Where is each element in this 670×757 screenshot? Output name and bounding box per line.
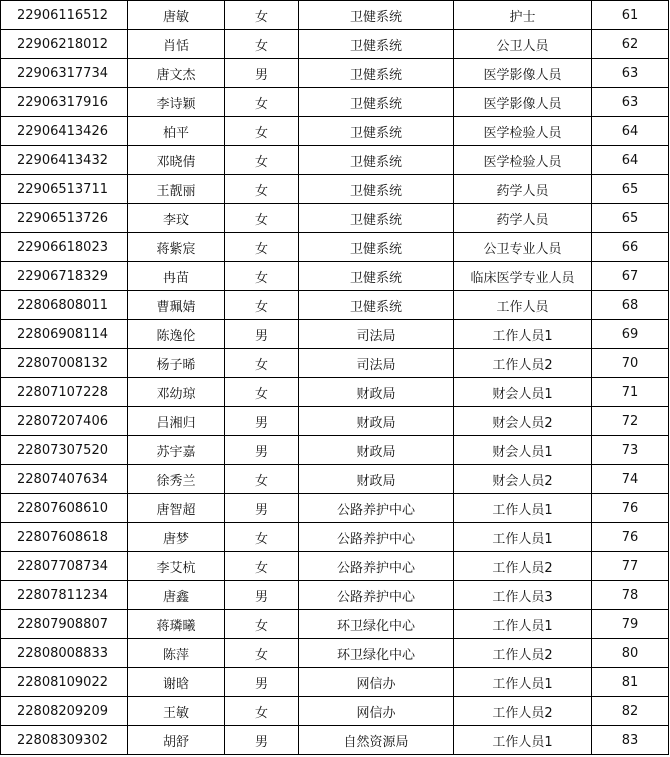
- name-cell: 邓晓倩: [128, 146, 225, 175]
- exam-number-cell: 22906513711: [1, 175, 128, 204]
- position-cell: 医学检验人员: [454, 117, 592, 146]
- table-row: [1, 30, 669, 59]
- exam-number-cell: 22906218012: [1, 30, 128, 59]
- department-cell: 卫健系统: [299, 146, 454, 175]
- department-cell: 公路养护中心: [299, 581, 454, 610]
- position-code-cell: 64: [592, 146, 669, 175]
- position-code-cell: 70: [592, 349, 669, 378]
- name-cell: 邓幼琼: [128, 378, 225, 407]
- name-cell: 柏平: [128, 117, 225, 146]
- gender-cell: 女: [225, 697, 299, 726]
- position-cell: 工作人员2: [454, 552, 592, 581]
- position-code-cell: 79: [592, 610, 669, 639]
- exam-number-cell: 22808008833: [1, 639, 128, 668]
- gender-cell: 女: [225, 610, 299, 639]
- exam-number-cell: 22808109022: [1, 668, 128, 697]
- gender-cell: 男: [225, 407, 299, 436]
- table-row: [1, 204, 669, 233]
- table-row: [1, 436, 669, 465]
- name-cell: 胡舒: [128, 726, 225, 755]
- table-row: [1, 59, 669, 88]
- department-cell: 财政局: [299, 378, 454, 407]
- department-cell: 卫健系统: [299, 88, 454, 117]
- exam-number-cell: 22806908114: [1, 320, 128, 349]
- gender-cell: 女: [225, 291, 299, 320]
- department-cell: 财政局: [299, 407, 454, 436]
- exam-number-cell: 22807811234: [1, 581, 128, 610]
- position-cell: 公卫人员: [454, 30, 592, 59]
- department-cell: 财政局: [299, 465, 454, 494]
- position-code-cell: 83: [592, 726, 669, 755]
- table-row: [1, 726, 669, 755]
- gender-cell: 女: [225, 465, 299, 494]
- name-cell: 陈萍: [128, 639, 225, 668]
- exam-number-cell: 22807407634: [1, 465, 128, 494]
- name-cell: 蒋紫宸: [128, 233, 225, 262]
- position-cell: 医学影像人员: [454, 59, 592, 88]
- position-code-cell: 61: [592, 1, 669, 30]
- exam-number-cell: 22906317734: [1, 59, 128, 88]
- position-code-cell: 80: [592, 639, 669, 668]
- name-cell: 李诗颖: [128, 88, 225, 117]
- table-row: [1, 639, 669, 668]
- name-cell: 李艾杭: [128, 552, 225, 581]
- gender-cell: 女: [225, 1, 299, 30]
- exam-number-cell: 22807908807: [1, 610, 128, 639]
- gender-cell: 女: [225, 349, 299, 378]
- position-cell: 财会人员2: [454, 465, 592, 494]
- position-cell: 工作人员2: [454, 697, 592, 726]
- table-row: [1, 1, 669, 30]
- position-cell: 财会人员1: [454, 436, 592, 465]
- table-row: [1, 610, 669, 639]
- position-code-cell: 73: [592, 436, 669, 465]
- gender-cell: 女: [225, 30, 299, 59]
- department-cell: 司法局: [299, 349, 454, 378]
- position-code-cell: 72: [592, 407, 669, 436]
- department-cell: 卫健系统: [299, 175, 454, 204]
- table-row: [1, 320, 669, 349]
- gender-cell: 男: [225, 668, 299, 697]
- position-cell: 公卫专业人员: [454, 233, 592, 262]
- position-cell: 临床医学专业人员: [454, 262, 592, 291]
- position-cell: 药学人员: [454, 175, 592, 204]
- table-row: [1, 552, 669, 581]
- exam-number-cell: 22806808011: [1, 291, 128, 320]
- exam-number-cell: 22807107228: [1, 378, 128, 407]
- position-cell: 工作人员1: [454, 494, 592, 523]
- department-cell: 卫健系统: [299, 30, 454, 59]
- position-code-cell: 68: [592, 291, 669, 320]
- gender-cell: 男: [225, 59, 299, 88]
- table-row: [1, 494, 669, 523]
- table-row: [1, 523, 669, 552]
- gender-cell: 男: [225, 494, 299, 523]
- exam-number-cell: 22906513726: [1, 204, 128, 233]
- gender-cell: 女: [225, 233, 299, 262]
- table-row: [1, 668, 669, 697]
- name-cell: 李玟: [128, 204, 225, 233]
- department-cell: 卫健系统: [299, 262, 454, 291]
- results-table-body: [1, 1, 669, 755]
- position-code-cell: 74: [592, 465, 669, 494]
- table-row: [1, 291, 669, 320]
- position-code-cell: 65: [592, 175, 669, 204]
- position-cell: 工作人员1: [454, 320, 592, 349]
- department-cell: 环卫绿化中心: [299, 639, 454, 668]
- exam-number-cell: 22906317916: [1, 88, 128, 117]
- department-cell: 环卫绿化中心: [299, 610, 454, 639]
- name-cell: 唐梦: [128, 523, 225, 552]
- gender-cell: 女: [225, 117, 299, 146]
- position-cell: 工作人员2: [454, 349, 592, 378]
- name-cell: 徐秀兰: [128, 465, 225, 494]
- table-row: [1, 175, 669, 204]
- table-row: [1, 465, 669, 494]
- exam-number-cell: 22807608610: [1, 494, 128, 523]
- position-cell: 财会人员1: [454, 378, 592, 407]
- position-code-cell: 62: [592, 30, 669, 59]
- position-code-cell: 81: [592, 668, 669, 697]
- department-cell: 自然资源局: [299, 726, 454, 755]
- table-row: [1, 146, 669, 175]
- name-cell: 苏宇嘉: [128, 436, 225, 465]
- name-cell: 吕湘归: [128, 407, 225, 436]
- position-cell: 医学影像人员: [454, 88, 592, 117]
- position-code-cell: 78: [592, 581, 669, 610]
- exam-number-cell: 22808309302: [1, 726, 128, 755]
- table-row: [1, 697, 669, 726]
- table-row: [1, 88, 669, 117]
- gender-cell: 女: [225, 204, 299, 233]
- position-cell: 工作人员: [454, 291, 592, 320]
- position-code-cell: 76: [592, 494, 669, 523]
- gender-cell: 女: [225, 146, 299, 175]
- exam-number-cell: 22807608618: [1, 523, 128, 552]
- table-row: [1, 407, 669, 436]
- name-cell: 谢晗: [128, 668, 225, 697]
- gender-cell: 女: [225, 88, 299, 117]
- position-code-cell: 67: [592, 262, 669, 291]
- position-code-cell: 66: [592, 233, 669, 262]
- position-cell: 护士: [454, 1, 592, 30]
- position-code-cell: 77: [592, 552, 669, 581]
- position-cell: 工作人员1: [454, 523, 592, 552]
- name-cell: 唐鑫: [128, 581, 225, 610]
- gender-cell: 女: [225, 552, 299, 581]
- gender-cell: 男: [225, 726, 299, 755]
- department-cell: 卫健系统: [299, 291, 454, 320]
- gender-cell: 女: [225, 175, 299, 204]
- position-cell: 医学检验人员: [454, 146, 592, 175]
- gender-cell: 女: [225, 378, 299, 407]
- exam-number-cell: 22807008132: [1, 349, 128, 378]
- position-cell: 药学人员: [454, 204, 592, 233]
- position-cell: 工作人员3: [454, 581, 592, 610]
- position-cell: 工作人员1: [454, 668, 592, 697]
- position-cell: 工作人员2: [454, 639, 592, 668]
- department-cell: 公路养护中心: [299, 523, 454, 552]
- position-code-cell: 71: [592, 378, 669, 407]
- department-cell: 卫健系统: [299, 233, 454, 262]
- exam-number-cell: 22807708734: [1, 552, 128, 581]
- gender-cell: 男: [225, 320, 299, 349]
- exam-number-cell: 22808209209: [1, 697, 128, 726]
- table-row: [1, 378, 669, 407]
- name-cell: 唐敏: [128, 1, 225, 30]
- name-cell: 冉苗: [128, 262, 225, 291]
- position-cell: 财会人员2: [454, 407, 592, 436]
- table-row: [1, 262, 669, 291]
- position-code-cell: 64: [592, 117, 669, 146]
- table-row: [1, 349, 669, 378]
- department-cell: 网信办: [299, 697, 454, 726]
- position-cell: 工作人员1: [454, 726, 592, 755]
- gender-cell: 男: [225, 436, 299, 465]
- exam-number-cell: 22906718329: [1, 262, 128, 291]
- department-cell: 网信办: [299, 668, 454, 697]
- exam-number-cell: 22906116512: [1, 1, 128, 30]
- position-code-cell: 76: [592, 523, 669, 552]
- name-cell: 王靓丽: [128, 175, 225, 204]
- name-cell: 杨子晞: [128, 349, 225, 378]
- name-cell: 王敏: [128, 697, 225, 726]
- gender-cell: 女: [225, 262, 299, 291]
- table-row: [1, 581, 669, 610]
- position-code-cell: 63: [592, 59, 669, 88]
- gender-cell: 女: [225, 523, 299, 552]
- table-row: [1, 233, 669, 262]
- department-cell: 卫健系统: [299, 1, 454, 30]
- name-cell: 唐智超: [128, 494, 225, 523]
- name-cell: 陈逸伦: [128, 320, 225, 349]
- exam-number-cell: 22807307520: [1, 436, 128, 465]
- department-cell: 卫健系统: [299, 204, 454, 233]
- department-cell: 卫健系统: [299, 59, 454, 88]
- position-cell: 工作人员1: [454, 610, 592, 639]
- gender-cell: 男: [225, 581, 299, 610]
- position-code-cell: 69: [592, 320, 669, 349]
- position-code-cell: 82: [592, 697, 669, 726]
- department-cell: 卫健系统: [299, 117, 454, 146]
- department-cell: 司法局: [299, 320, 454, 349]
- position-code-cell: 65: [592, 204, 669, 233]
- exam-number-cell: 22906413432: [1, 146, 128, 175]
- department-cell: 公路养护中心: [299, 552, 454, 581]
- name-cell: 曹珮婧: [128, 291, 225, 320]
- name-cell: 蒋璘曦: [128, 610, 225, 639]
- exam-number-cell: 22906618023: [1, 233, 128, 262]
- exam-number-cell: 22906413426: [1, 117, 128, 146]
- name-cell: 肖恬: [128, 30, 225, 59]
- department-cell: 公路养护中心: [299, 494, 454, 523]
- gender-cell: 女: [225, 639, 299, 668]
- table-row: [1, 117, 669, 146]
- exam-number-cell: 22807207406: [1, 407, 128, 436]
- name-cell: 唐文杰: [128, 59, 225, 88]
- position-code-cell: 63: [592, 88, 669, 117]
- department-cell: 财政局: [299, 436, 454, 465]
